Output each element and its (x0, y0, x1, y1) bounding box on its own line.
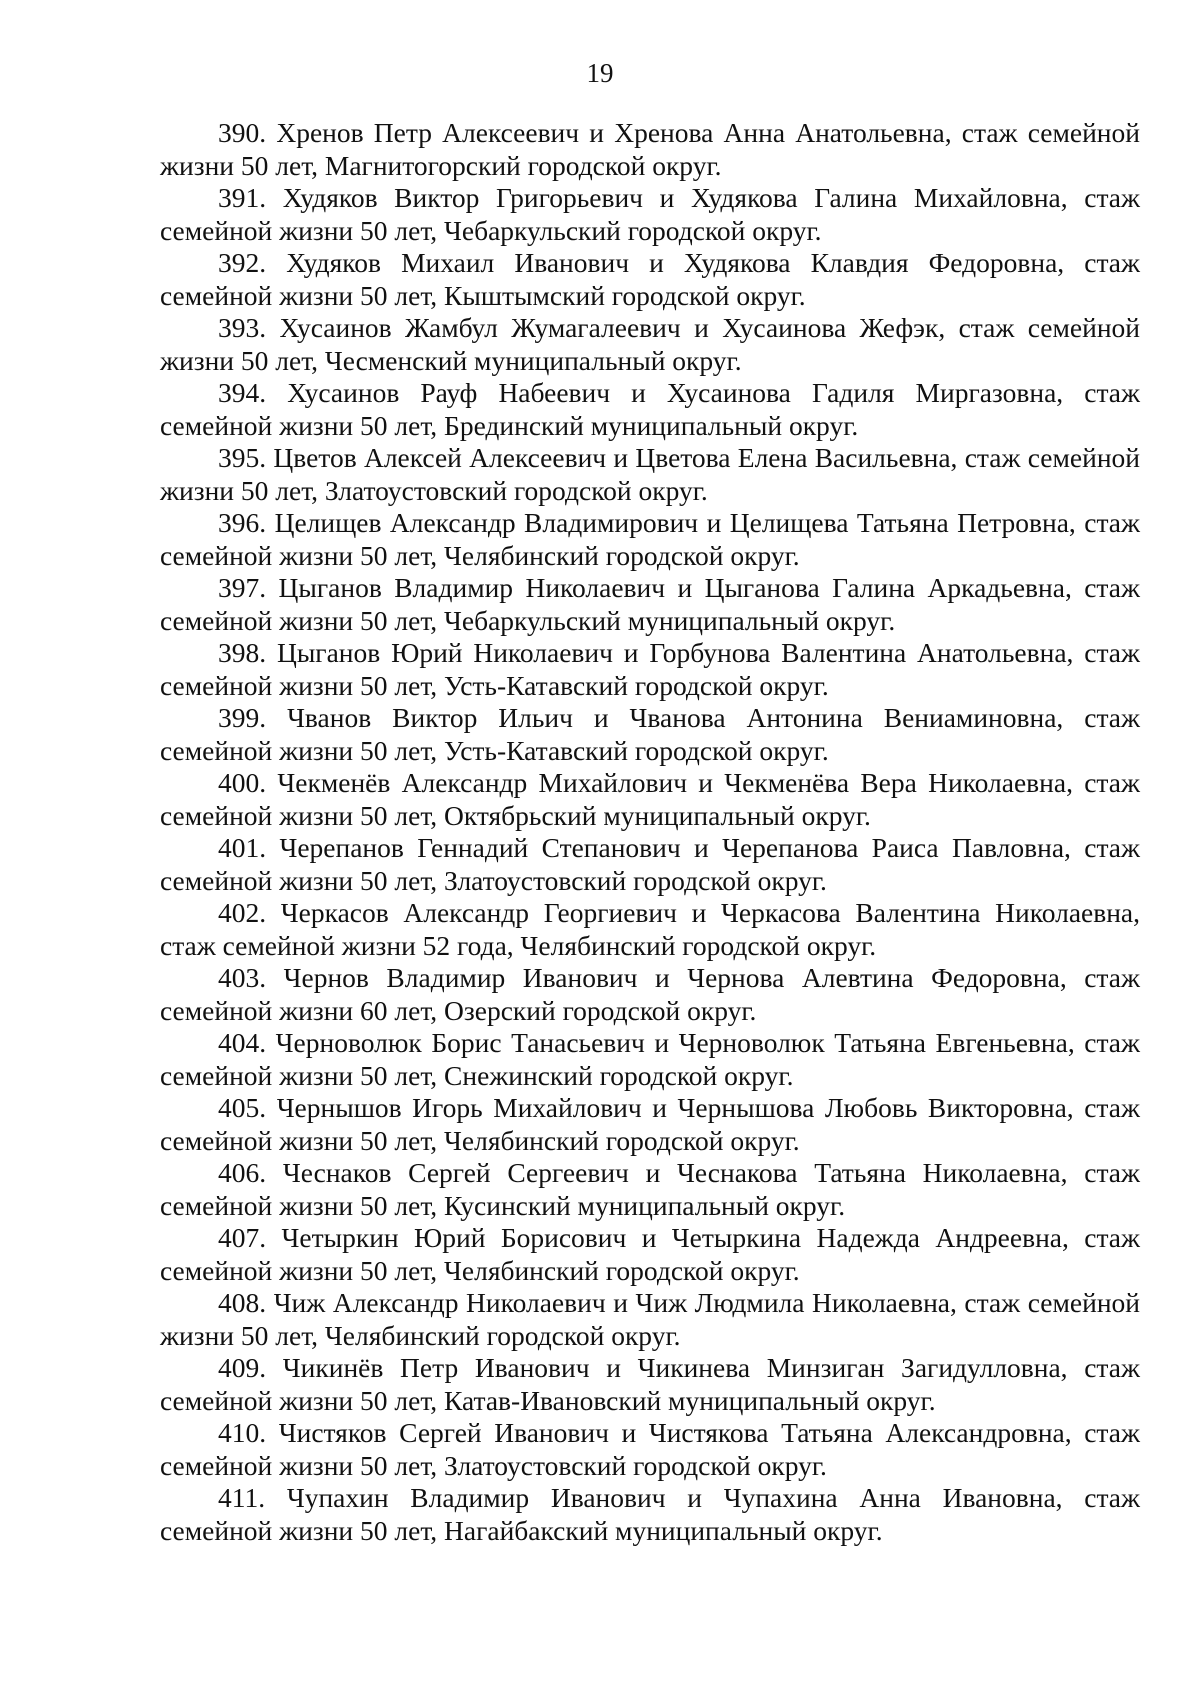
entry-text: Цветов Алексей Алексеевич и Цветова Елена Васильевна, стаж семейной жизни 50 лет, Златоустовский городской округ. (160, 442, 1141, 506)
entry-number: 391. (218, 182, 267, 213)
list-item (160, 442, 1140, 507)
list-item (160, 377, 1140, 442)
entry-text: Хусаинов Рауф Набеевич и Хусаинова Гадиля Миргазовна, стаж семейной жизни 50 лет, Брединский муниципальный округ. (160, 377, 1141, 441)
entry-text: Чернышов Игорь Михайлович и Чернышова Любовь Викторовна, стаж семейной жизни 50 лет, Челябинский городской округ. (160, 1092, 1140, 1156)
entry-number: 396. (218, 507, 267, 538)
entry-number: 411. (218, 1482, 266, 1513)
list-item (160, 1287, 1140, 1352)
entry-text: Цыганов Владимир Николаевич и Цыганова Галина Аркадьевна, стаж семейной жизни 50 лет, Чебаркульский муниципальный округ. (160, 572, 1140, 636)
list-item (160, 247, 1140, 312)
award-list (160, 117, 1140, 1547)
list-item (160, 897, 1140, 962)
list-item (160, 962, 1140, 1027)
list-item (160, 1222, 1140, 1287)
list-item (160, 637, 1140, 702)
entry-text: Чикинёв Петр Иванович и Чикинева Минзиган Загидулловна, стаж семейной жизни 50 лет, Катав-Ивановский муниципальный округ. (160, 1352, 1140, 1416)
list-item (160, 117, 1140, 182)
entry-text: Хусаинов Жамбул Жумагалеевич и Хусаинова Жефэк, стаж семейной жизни 50 лет, Чесменский муниципальный округ. (160, 312, 1141, 376)
entry-text: Четыркин Юрий Борисович и Четыркина Надежда Андреевна, стаж семейной жизни 50 лет, Челябинский городской округ. (160, 1222, 1141, 1286)
entry-number: 400. (218, 767, 267, 798)
entry-text: Чванов Виктор Ильич и Чванова Антонина Вениаминовна, стаж семейной жизни 50 лет, Усть-Катавский городской округ. (160, 702, 1141, 766)
entry-text: Чернов Владимир Иванович и Чернова Алевтина Федоровна, стаж семейной жизни 60 лет, Озерский городской округ. (160, 962, 1140, 1026)
entry-text: Цыганов Юрий Николаевич и Горбунова Валентина Анатольевна, стаж семейной жизни 50 лет, Усть-Катавский городской округ. (160, 637, 1141, 701)
list-item (160, 572, 1140, 637)
entry-number: 393. (218, 312, 267, 343)
entry-text: Чиж Александр Николаевич и Чиж Людмила Николаевна, стаж семейной жизни 50 лет, Челябинский городской округ. (160, 1287, 1140, 1351)
entry-number: 409. (218, 1352, 267, 1383)
entry-text: Худяков Виктор Григорьевич и Худякова Галина Михайловна, стаж семейной жизни 50 лет, Чебаркульский городской округ. (160, 182, 1140, 246)
list-item (160, 1092, 1140, 1157)
list-item (160, 507, 1140, 572)
entry-number: 407. (218, 1222, 267, 1253)
entry-number: 410. (218, 1417, 267, 1448)
entry-number: 406. (218, 1157, 267, 1188)
entry-text: Худяков Михаил Иванович и Худякова Клавдия Федоровна, стаж семейной жизни 50 лет, Кыштымский городской округ. (160, 247, 1141, 311)
entry-text: Чупахин Владимир Иванович и Чупахина Анна Ивановна, стаж семейной жизни 50 лет, Нагайбакский муниципальный округ. (160, 1482, 1141, 1546)
list-item (160, 1417, 1140, 1482)
entry-text: Чеснаков Сергей Сергеевич и Чеснакова Татьяна Николаевна, стаж семейной жизни 50 лет, Кусинский муниципальный округ. (160, 1157, 1141, 1221)
entry-text: Целищев Александр Владимирович и Целищева Татьяна Петровна, стаж семейной жизни 50 лет, Челябинский городской округ. (160, 507, 1141, 571)
entry-number: 403. (218, 962, 267, 993)
list-item (160, 767, 1140, 832)
entry-text: Чистяков Сергей Иванович и Чистякова Татьяна Александровна, стаж семейной жизни 50 лет, Златоустовский городской округ. (160, 1417, 1140, 1481)
entry-text: Чекменёв Александр Михайлович и Чекменёва Вера Николаевна, стаж семейной жизни 50 лет, Октябрьский муниципальный округ. (160, 767, 1140, 831)
entry-number: 390. (218, 117, 267, 148)
entry-text: Черноволюк Борис Танасьевич и Черноволюк Татьяна Евгеньевна, стаж семейной жизни 50 лет, Снежинский городской округ. (160, 1027, 1140, 1091)
entry-number: 405. (218, 1092, 267, 1123)
list-item (160, 1482, 1140, 1547)
entry-text: Черепанов Геннадий Степанович и Черепанова Раиса Павловна, стаж семейной жизни 50 лет, Златоустовский городской округ. (160, 832, 1140, 896)
entry-number: 397. (218, 572, 267, 603)
entry-number: 404. (218, 1027, 267, 1058)
page-number: 19 (586, 58, 614, 88)
entry-number: 408. (218, 1287, 267, 1318)
list-item (160, 1157, 1140, 1222)
list-item (160, 182, 1140, 247)
list-item (160, 702, 1140, 767)
entry-text: Черкасов Александр Георгиевич и Черкасова Валентина Николаевна, стаж семейной жизни 52 года, Челябинский городской округ. (160, 897, 1141, 961)
entry-number: 394. (218, 377, 267, 408)
entry-number: 402. (218, 897, 267, 928)
entry-number: 395. (218, 442, 267, 473)
entry-number: 401. (218, 832, 267, 863)
list-item (160, 832, 1140, 897)
entry-number: 392. (218, 247, 267, 278)
entry-number: 399. (218, 702, 267, 733)
list-item (160, 1352, 1140, 1417)
entry-text: Хренов Петр Алексеевич и Хренова Анна Анатольевна, стаж семейной жизни 50 лет, Магнитогорский городской округ. (160, 117, 1140, 181)
list-item (160, 312, 1140, 377)
entry-number: 398. (218, 637, 267, 668)
list-item (160, 1027, 1140, 1092)
